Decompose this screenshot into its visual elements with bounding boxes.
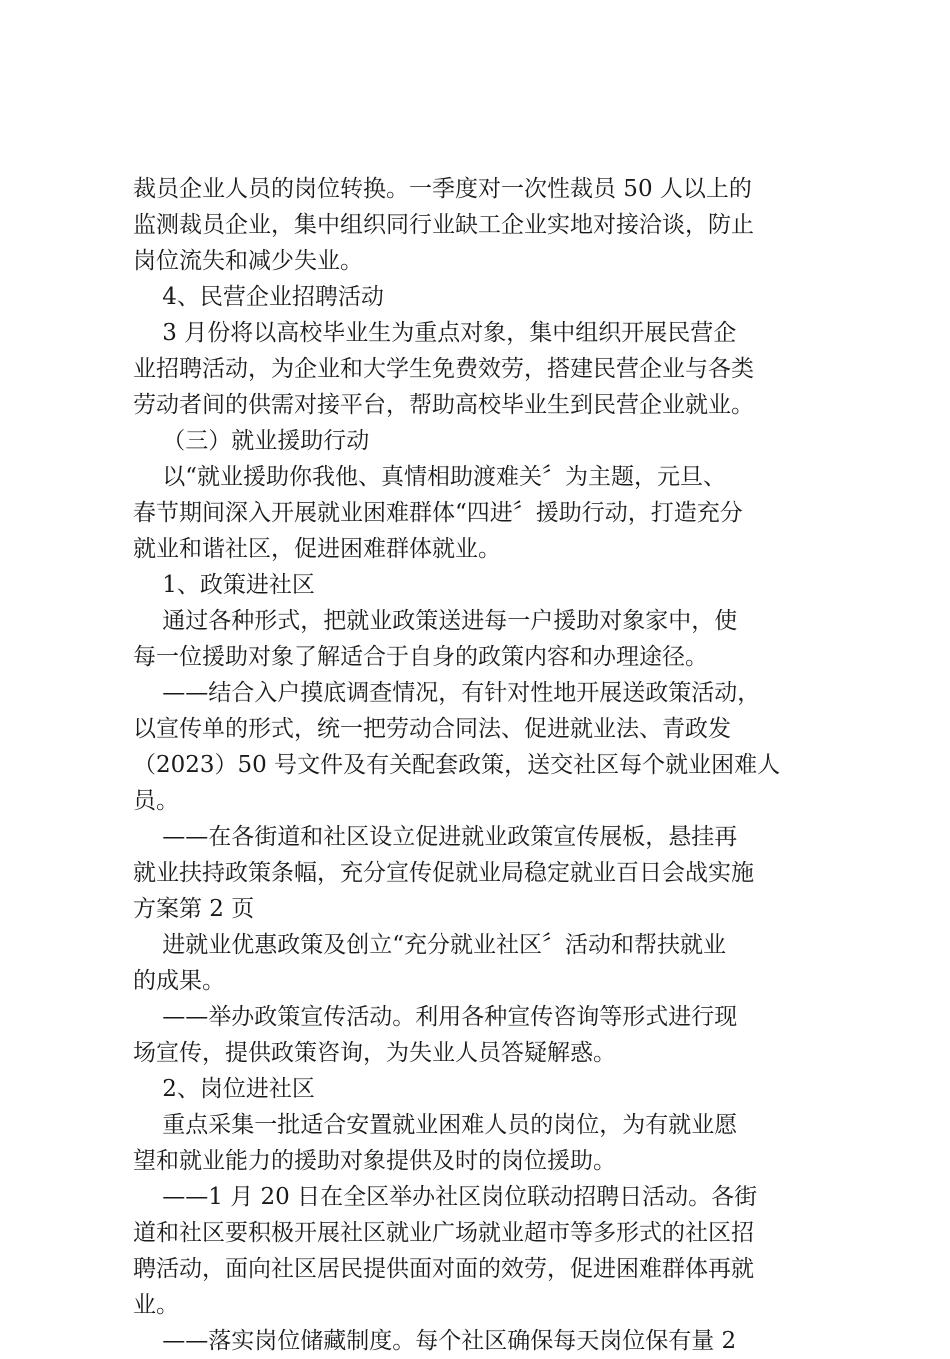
text-line: 就业和谐社区，促进困难群体就业。 <box>133 536 501 562</box>
section-heading: 1、政策进社区 <box>133 572 315 598</box>
text-line: 场宣传，提供政策咨询，为失业人员答疑解惑。 <box>133 1040 616 1066</box>
text-line: 每一位援助对象了解适合于自身的政策内容和办理途径。 <box>133 644 708 670</box>
text-line: ——结合入户摸底调查情况，有针对性地开展送政策活动， <box>133 680 761 706</box>
text-line: 望和就业能力的援助对象提供及时的岗位援助。 <box>133 1148 616 1174</box>
text-line: 业招聘活动，为企业和大学生免费效劳，搭建民营企业与各类 <box>133 356 754 382</box>
text-line: 聘活动，面向社区居民提供面对面的效劳，促进困难群体再就 <box>133 1256 754 1282</box>
text-line: 劳动者间的供需对接平台，帮助高校毕业生到民营企业就业。 <box>133 392 754 418</box>
text-line: 的成果。 <box>133 968 225 994</box>
text-line: 裁员企业人员的岗位转换。一季度对一次性裁员 50 人以上的 <box>133 176 752 202</box>
text-line: ——落实岗位储藏制度。每个社区确保每天岗位保有量 2 <box>133 1328 737 1354</box>
page-marker: 方案第 2 页 <box>133 896 255 922</box>
text-line: ——举办政策宣传活动。利用各种宣传咨询等形式进行现 <box>133 1004 738 1030</box>
text-line: 业。 <box>133 1292 179 1318</box>
text-line: ——在各街道和社区设立促进就业政策宣传展板，悬挂再 <box>133 824 738 850</box>
section-heading: 4、民营企业招聘活动 <box>133 284 384 310</box>
text-line: 员。 <box>133 788 179 814</box>
text-line: 以宣传单的形式，统一把劳动合同法、促进就业法、青政发 <box>133 716 731 742</box>
document-body <box>133 171 833 1359</box>
section-heading: （三）就业援助行动 <box>133 428 370 454</box>
text-line: 重点采集一批适合安置就业困难人员的岗位，为有就业愿 <box>133 1112 738 1138</box>
text-line: 监测裁员企业，集中组织同行业缺工企业实地对接洽谈，防止 <box>133 212 754 238</box>
text-line: （2023）50 号文件及有关配套政策，送交社区每个就业困难人 <box>133 752 781 778</box>
text-line: ——1 月 20 日在全区举办社区岗位联动招聘日活动。各街 <box>133 1184 758 1210</box>
text-line: 通过各种形式，把就业政策送进每一户援助对象家中，使 <box>133 608 738 634</box>
text-line: 进就业优惠政策及创立“充分就业社区〞活动和帮扶就业 <box>133 932 727 958</box>
text-line: 岗位流失和减少失业。 <box>133 248 363 274</box>
text-line: 3 月份将以高校毕业生为重点对象，集中组织开展民营企 <box>133 320 737 346</box>
text-line: 以“就业援助你我他、真情相助渡难关〞为主题，元旦、 <box>133 464 727 490</box>
text-line: 道和社区要积极开展社区就业广场就业超市等多形式的社区招 <box>133 1220 754 1246</box>
text-line: 春节期间深入开展就业困难群体“四进〞援助行动，打造充分 <box>133 500 743 526</box>
section-heading: 2、岗位进社区 <box>133 1076 315 1102</box>
text-line: 就业扶持政策条幅，充分宣传促就业局稳定就业百日会战实施 <box>133 860 754 886</box>
